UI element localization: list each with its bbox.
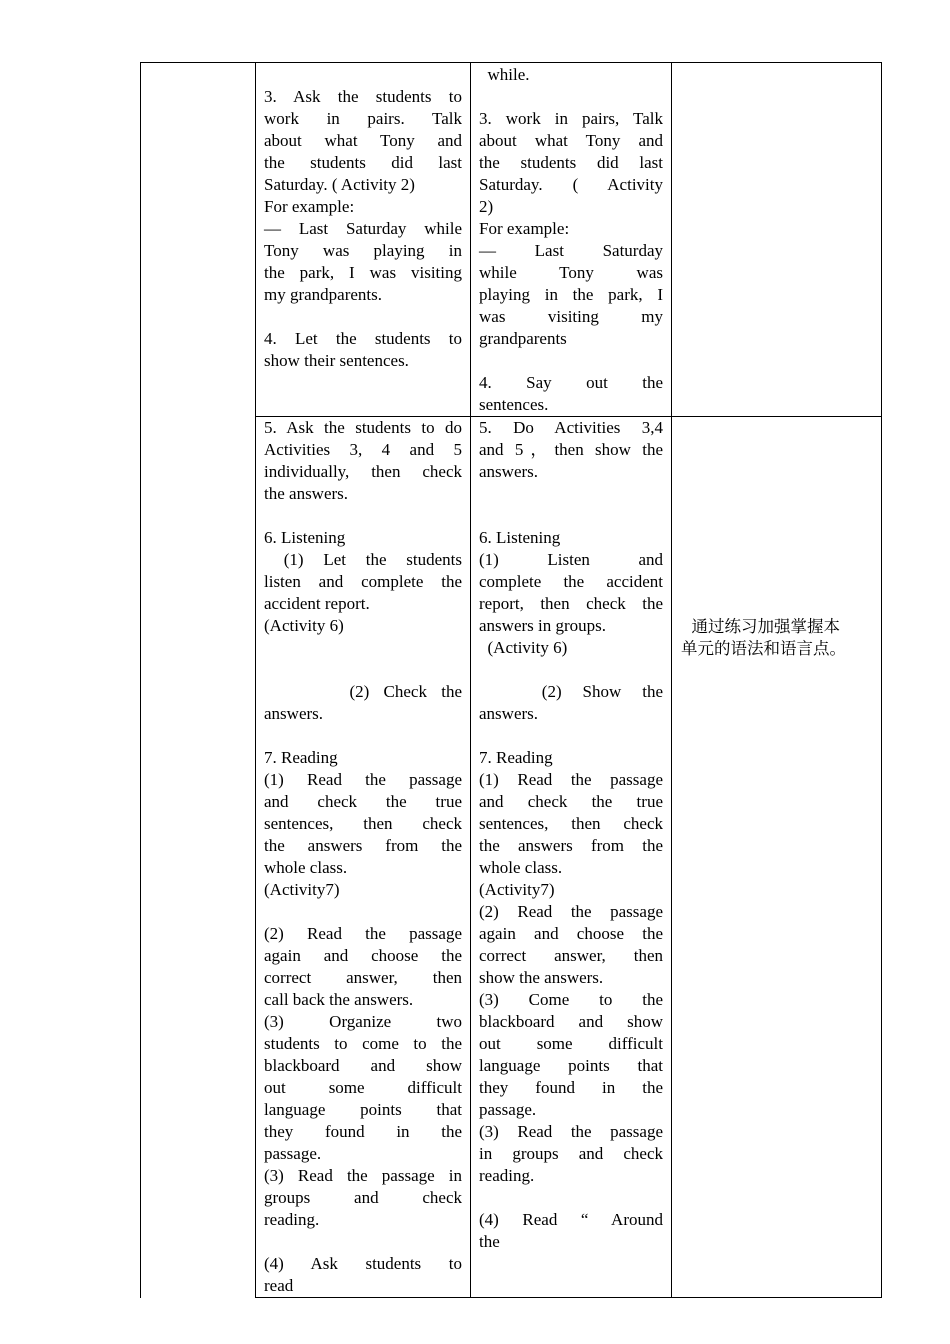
text-line: read: [264, 1276, 294, 1295]
text-line: (2) Read the passage: [264, 924, 462, 943]
text-line: while.: [479, 65, 530, 84]
text-line: Saturday. ( Activity: [479, 175, 663, 194]
text-line: was visiting my: [479, 307, 663, 326]
blank-line: [264, 901, 462, 923]
text-line: correct answer, then: [479, 946, 663, 965]
text-line: 4. Let the students to: [264, 329, 462, 348]
row2-teacher-activity-cell: [264, 417, 462, 1297]
blank-line: [479, 1187, 663, 1209]
text-line: again and choose the: [264, 946, 462, 965]
text-line: (2) Read the passage: [479, 902, 663, 921]
text-line: language points that: [479, 1056, 663, 1075]
blank-line: [479, 659, 663, 681]
blank-line: [264, 725, 462, 747]
text-line: For example:: [479, 219, 570, 238]
text-line: reading.: [264, 1210, 320, 1229]
text-line: groups and check: [264, 1188, 462, 1207]
column-divider-1: [255, 62, 256, 1298]
text-line: 5. Do Activities 3,4: [479, 418, 663, 437]
text-line: (3) Read the passage in: [264, 1166, 462, 1185]
text-line: out some difficult: [479, 1034, 663, 1053]
column-divider-3: [671, 62, 672, 1298]
text-line: while Tony was: [479, 263, 663, 282]
table-border-bottom: [255, 1297, 882, 1298]
text-line: 3. Ask the students to: [264, 87, 462, 106]
text-line: the students did last: [479, 153, 663, 172]
text-line: and 5，then show the: [479, 440, 663, 459]
text-line: listen and complete the: [264, 572, 462, 591]
text-line: sentences.: [479, 395, 549, 414]
table-border-top: [140, 62, 882, 63]
blank-line: [479, 505, 663, 527]
text-line: 2): [479, 197, 494, 216]
text-line: students to come to the: [264, 1034, 462, 1053]
text-line: 4. Say out the: [479, 373, 663, 392]
text-line: call back the answers.: [264, 990, 414, 1009]
text-line: show the answers.: [479, 968, 604, 987]
blank-line: [479, 86, 663, 108]
text-line: — Last Saturday: [479, 241, 663, 260]
text-line: blackboard and show: [479, 1012, 663, 1031]
text-line: about what Tony and: [479, 131, 663, 150]
text-line: passage.: [479, 1100, 537, 1119]
text-line: work in pairs. Talk: [264, 109, 462, 128]
text-line: (Activity 6): [479, 638, 568, 657]
text-line: language points that: [264, 1100, 462, 1119]
row1-student-activity-cell: [479, 64, 663, 416]
blank-line: [479, 483, 663, 505]
column-divider-2: [470, 62, 471, 1298]
text-line: (1) Read the passage: [264, 770, 462, 789]
text-line: about what Tony and: [264, 131, 462, 150]
text-line: sentences, then check: [479, 814, 663, 833]
text-line: the students did last: [264, 153, 462, 172]
text-line: individually, then check: [264, 462, 462, 481]
text-line: (Activity7): [264, 880, 340, 899]
text-line: 7. Reading: [479, 748, 553, 767]
text-line: (Activity7): [479, 880, 555, 899]
text-line: 7. Reading: [264, 748, 338, 767]
text-line: Tony was playing in: [264, 241, 462, 260]
row2-student-activity-cell: [479, 417, 663, 1253]
blank-line: [479, 350, 663, 372]
text-line: (4) Ask students to: [264, 1254, 462, 1273]
text-line: (1) Listen and: [479, 550, 663, 569]
text-line: and check the true: [479, 792, 663, 811]
text-line: my grandparents.: [264, 285, 383, 304]
text-line: correct answer, then: [264, 968, 462, 987]
text-line: 5. Ask the students to do: [264, 418, 462, 437]
text-line: (1) Let the students: [264, 550, 462, 569]
text-line: the answers from the: [479, 836, 663, 855]
text-line: Saturday. ( Activity 2): [264, 175, 415, 194]
text-line: report, then check the: [479, 594, 663, 613]
text-line: — Last Saturday while: [264, 219, 462, 238]
blank-line: [264, 505, 462, 527]
text-line: (1) Read the passage: [479, 770, 663, 789]
text-line: in groups and check: [479, 1144, 663, 1163]
text-line: (2) Check the: [264, 682, 462, 701]
text-line: accident report.: [264, 594, 370, 613]
row2-purpose-cell: [681, 616, 873, 660]
text-line: (2) Show the: [479, 682, 663, 701]
text-line: passage.: [264, 1144, 322, 1163]
table-border-left: [140, 62, 141, 1298]
blank-line: [264, 306, 462, 328]
text-line: the: [479, 1232, 500, 1251]
text-line: answers.: [479, 704, 539, 723]
row1-teacher-activity-cell: [264, 64, 462, 372]
text-line: answers in groups.: [479, 616, 607, 635]
text-line: whole class.: [479, 858, 563, 877]
text-line: 6. Listening: [479, 528, 561, 547]
text-line: Activities 3, 4 and 5: [264, 440, 462, 459]
text-line: the answers.: [264, 484, 349, 503]
text-line: grandparents: [479, 329, 567, 348]
blank-line: [479, 725, 663, 747]
text-line: they found in the: [264, 1122, 462, 1141]
text-line: sentences, then check: [264, 814, 462, 833]
blank-line: [264, 64, 462, 86]
text-line: blackboard and show: [264, 1056, 462, 1075]
purpose-line: 单元的语法和语言点。: [681, 639, 846, 658]
text-line: and check the true: [264, 792, 462, 811]
blank-line: [264, 637, 462, 659]
text-line: answers.: [264, 704, 324, 723]
text-line: (3) Read the passage: [479, 1122, 663, 1141]
blank-line: [264, 1231, 462, 1253]
text-line: the park, I was visiting: [264, 263, 462, 282]
text-line: again and choose the: [479, 924, 663, 943]
purpose-line: 通过练习加强掌握本: [681, 617, 840, 636]
text-line: playing in the park, I: [479, 285, 663, 304]
text-line: complete the accident: [479, 572, 663, 591]
text-line: the answers from the: [264, 836, 462, 855]
text-line: show their sentences.: [264, 351, 409, 370]
table-border-right: [881, 62, 882, 1298]
text-line: 6. Listening: [264, 528, 346, 547]
text-line: reading.: [479, 1166, 535, 1185]
text-line: 3. work in pairs, Talk: [479, 109, 663, 128]
text-line: (Activity 6): [264, 616, 344, 635]
blank-line: [264, 659, 462, 681]
text-line: For example:: [264, 197, 355, 216]
text-line: (3) Organize two: [264, 1012, 462, 1031]
text-line: (3) Come to the: [479, 990, 663, 1009]
text-line: they found in the: [479, 1078, 663, 1097]
text-line: answers.: [479, 462, 539, 481]
text-line: whole class.: [264, 858, 348, 877]
text-line: out some difficult: [264, 1078, 462, 1097]
text-line: (4) Read “ Around: [479, 1210, 663, 1229]
